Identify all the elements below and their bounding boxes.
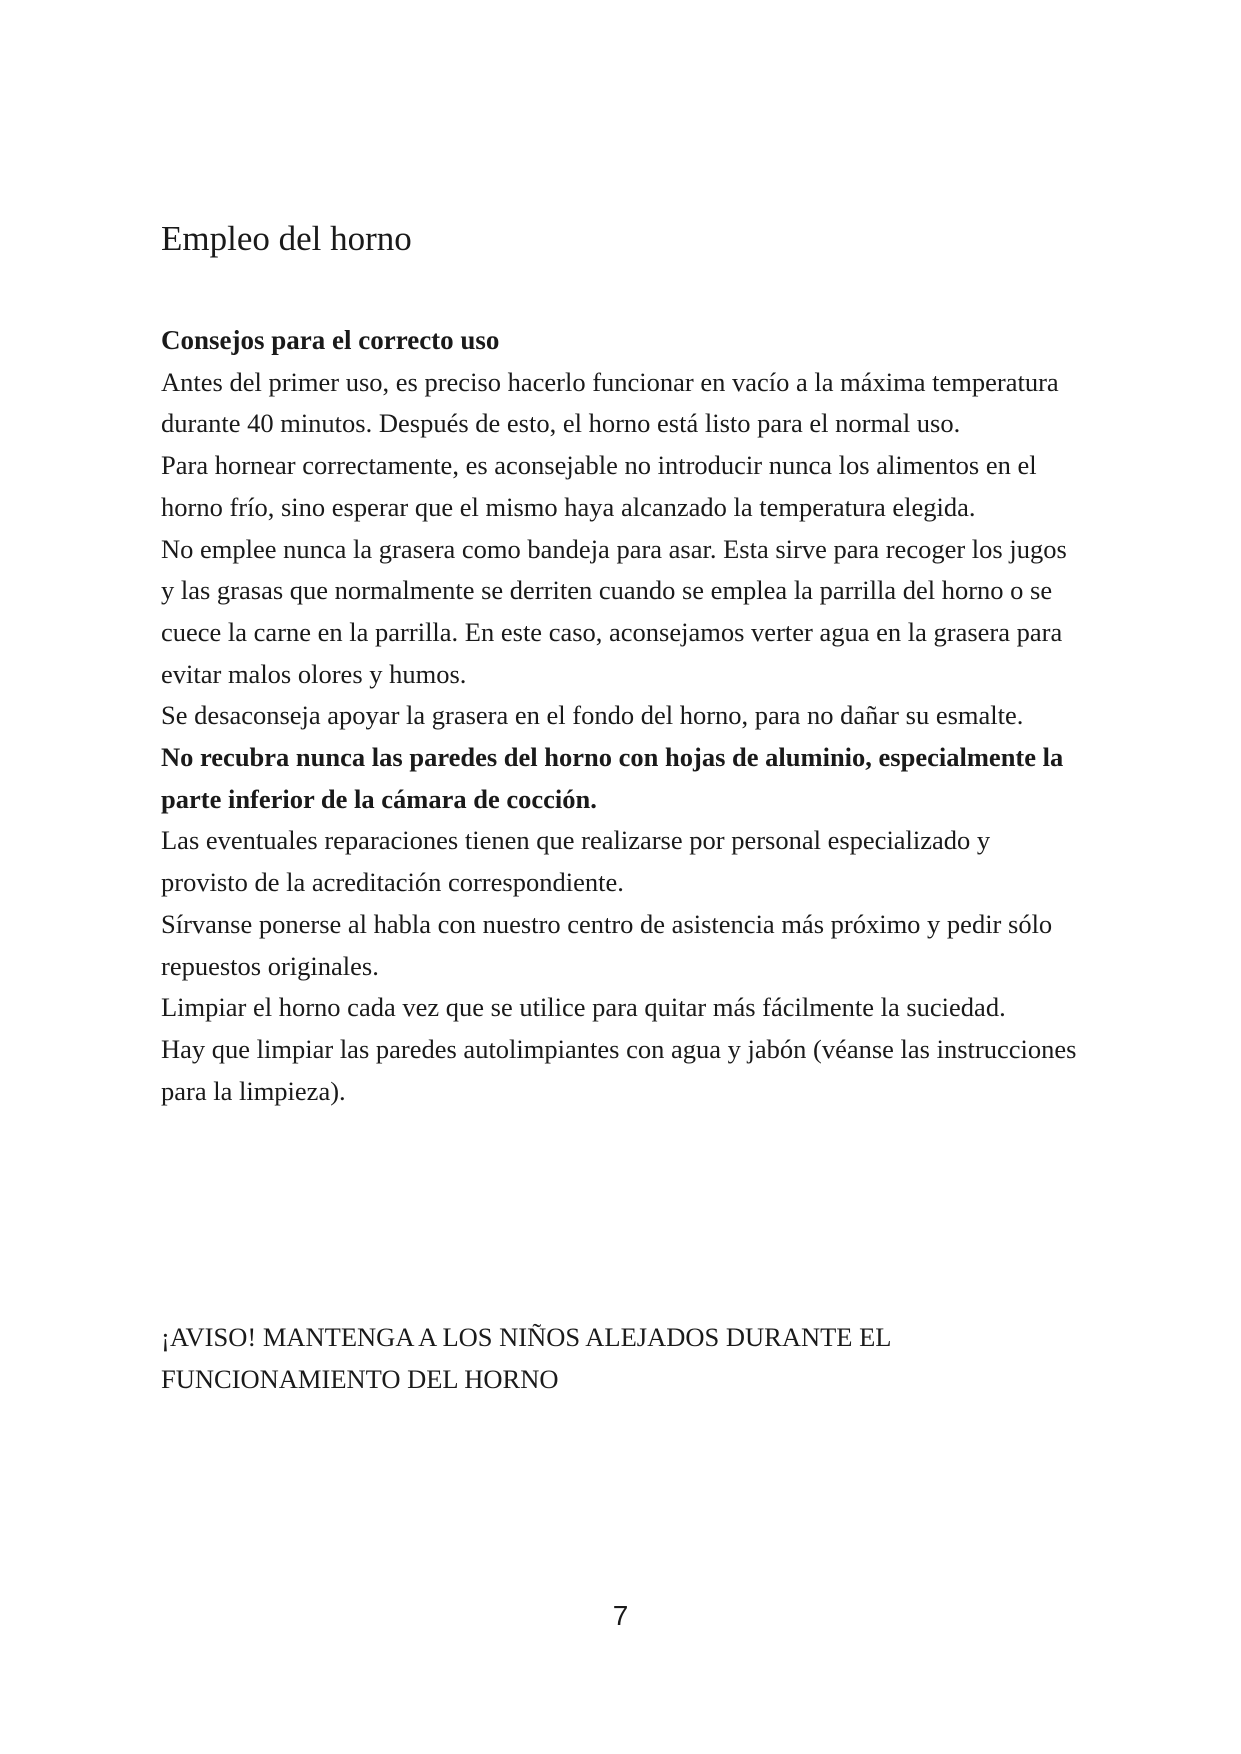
bold-notice: No recubra nunca las paredes del horno con hojas de aluminio, especialmente la parte inferior de la cámara de cocción. — [161, 742, 1064, 814]
page-title: Empleo del horno — [161, 219, 412, 258]
paragraph: Limpiar el horno cada vez que se utilice para quitar más fácilmente la suciedad. — [161, 992, 1006, 1023]
paragraph: Para hornear correctamente, es aconsejable no introducir nunca los alimentos en el horno frío, sino esperar que el mismo haya alcanzado la temperatura elegida. — [161, 450, 1037, 522]
paragraph: Sírvanse ponerse al habla con nuestro centro de asistencia más próximo y pedir sólo repuestos originales. — [161, 908, 1053, 981]
paragraph: Las eventuales reparaciones tienen que realizarse por personal especializado y provisto de la acreditación correspondiente. — [161, 825, 991, 898]
warning-notice: ¡AVISO! MANTENGA A LOS NIÑOS ALEJADOS DURANTE EL FUNCIONAMIENTO DEL HORNO — [161, 1322, 891, 1394]
section-subtitle: Consejos para el correcto uso — [161, 325, 500, 355]
paragraph: Antes del primer uso, es preciso hacerlo funcionar en vacío a la máxima temperatura durante 40 minutos. Después de esto, el horno está listo para el normal uso. — [161, 366, 1059, 439]
paragraph: Se desaconseja apoyar la grasera en el fondo del horno, para no dañar su esmalte. — [161, 700, 1024, 731]
body-text — [161, 320, 1081, 1112]
paragraph: Hay que limpiar las paredes autolimpiantes con agua y jabón (véanse las instrucciones para la limpieza). — [161, 1033, 1077, 1106]
page-number: 7 — [612, 1600, 629, 1631]
paragraph: No emplee nunca la grasera como bandeja para asar. Esta sirve para recoger los jugos y las grasas que normalmente se derriten cuando se emplea la parrilla del horno o se cuece la carne en la parrilla. En este caso, aconsejamos verter agua en la grasera para evitar malos olores y humos. — [161, 533, 1067, 689]
